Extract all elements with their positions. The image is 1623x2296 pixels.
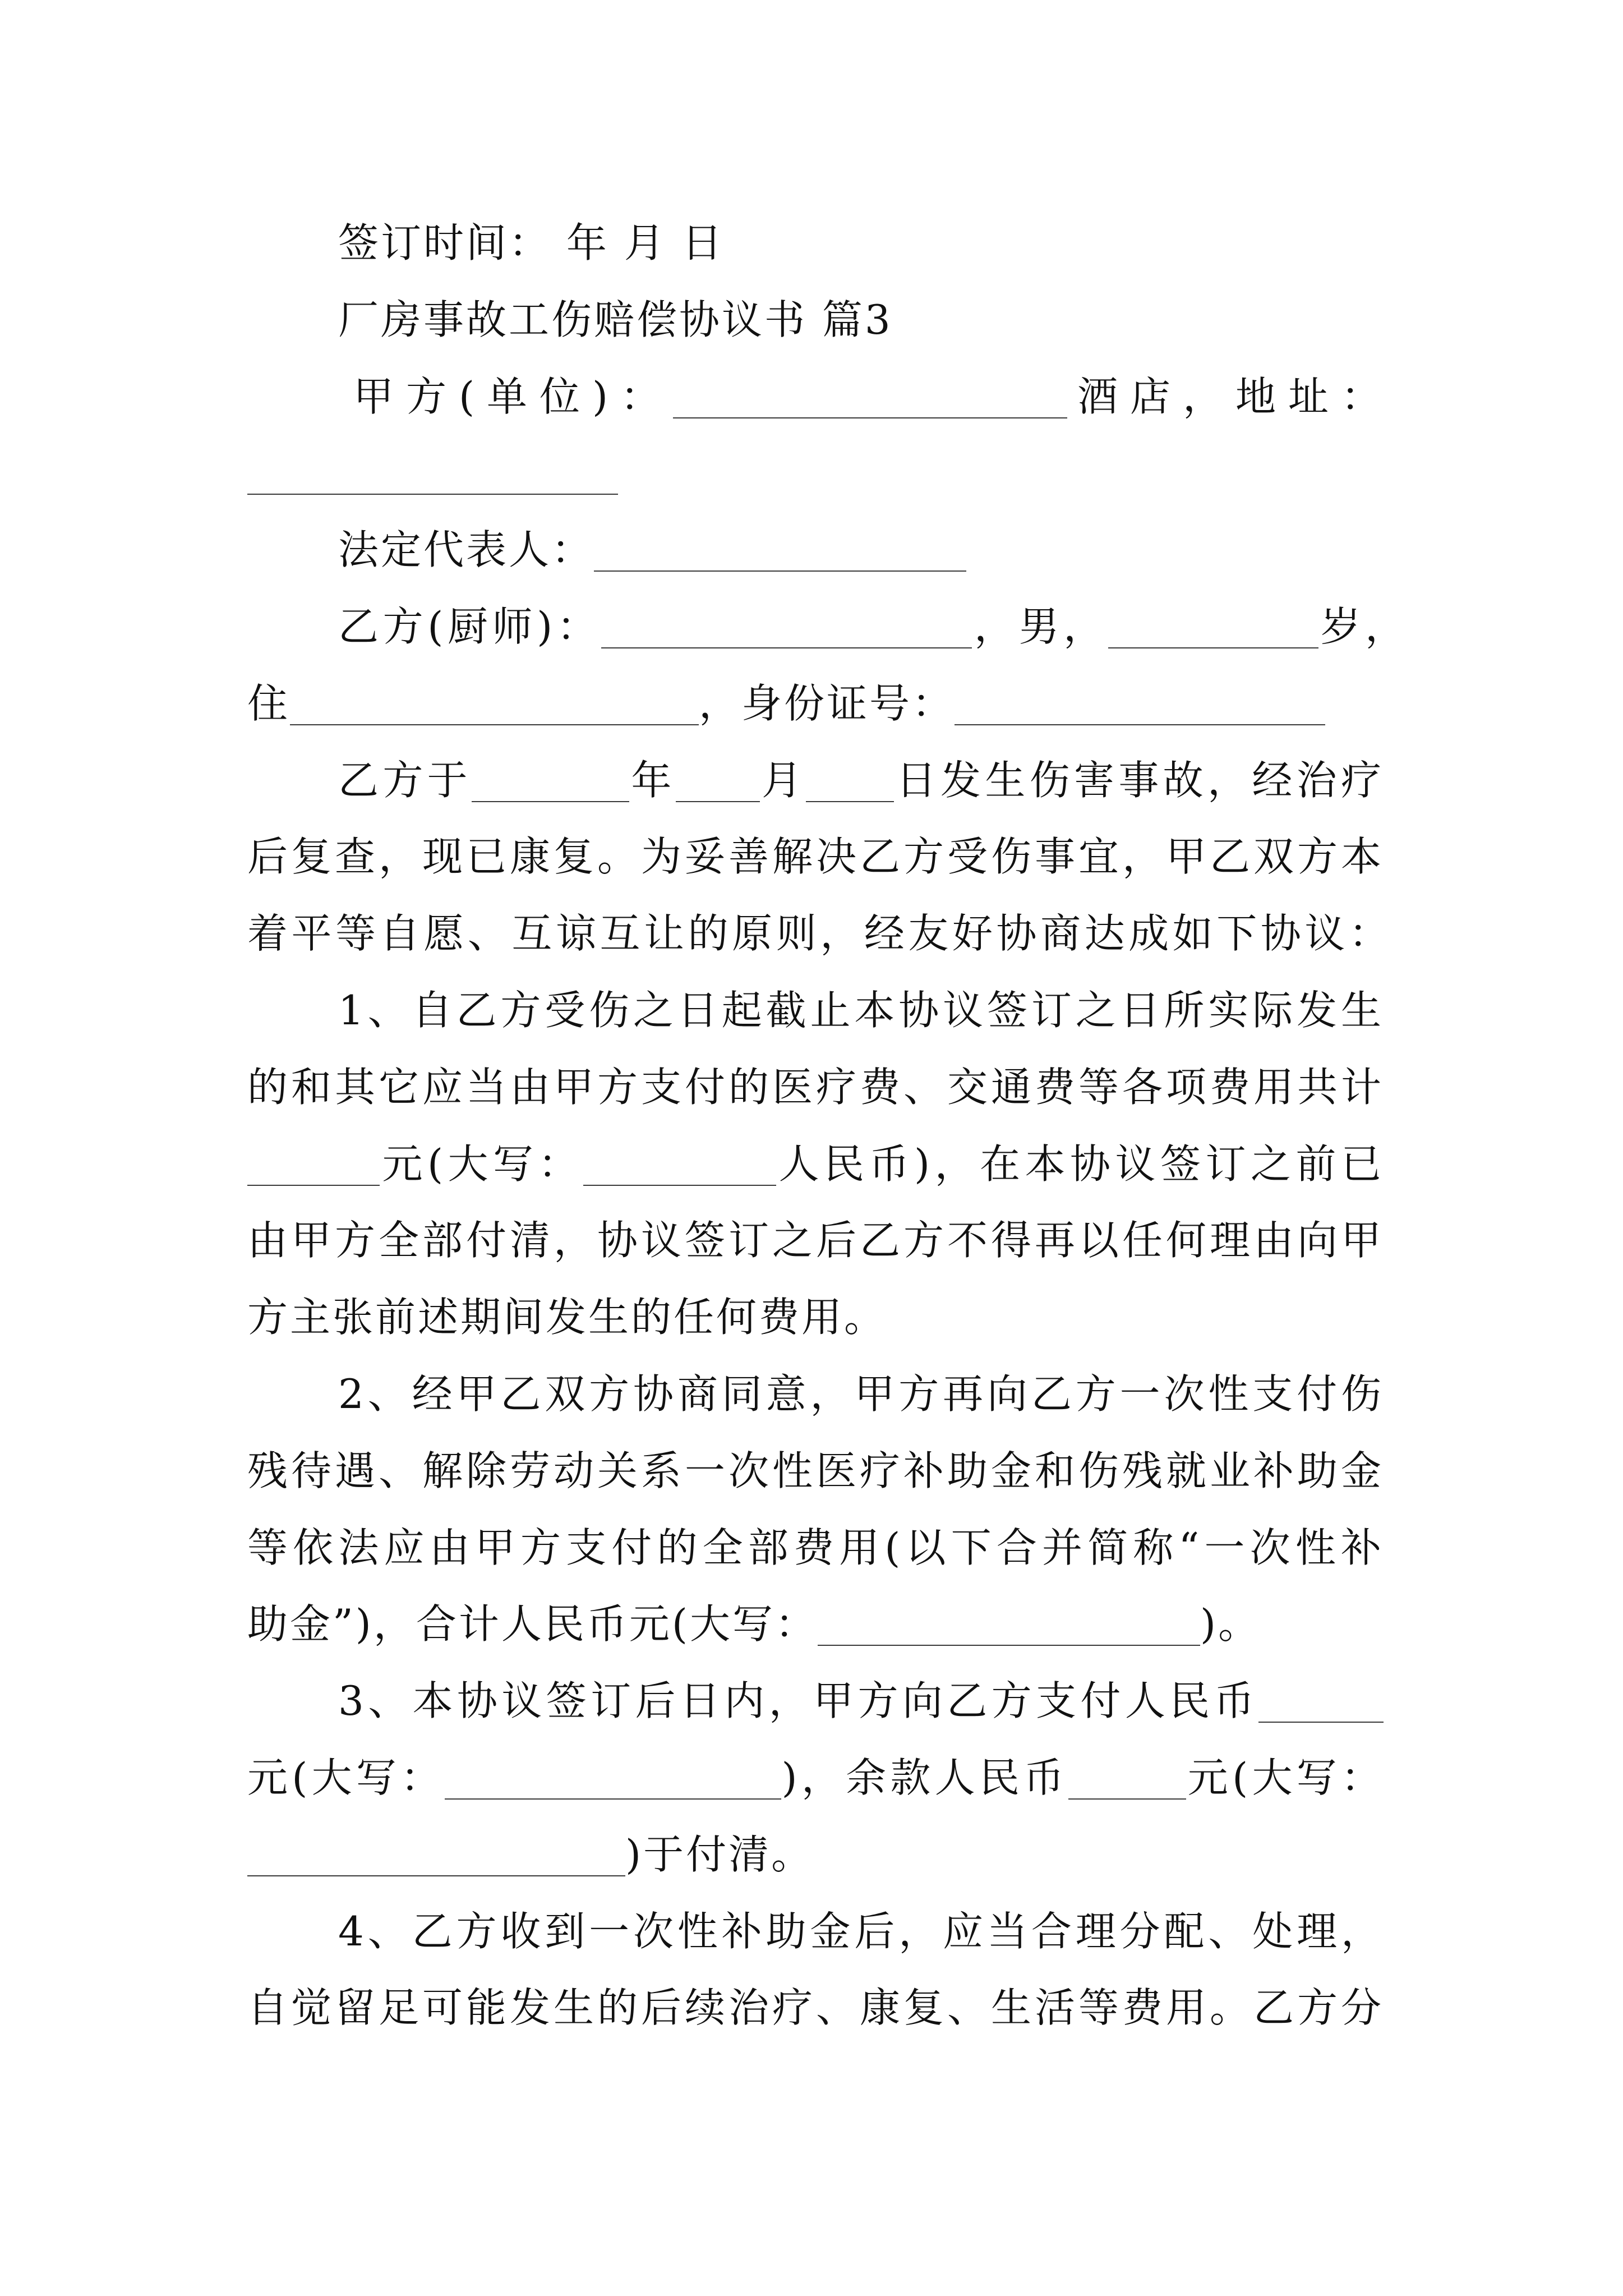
preamble-text: 着平等自愿、互谅互让的原则，经友好协商达成如下协议： (247, 910, 1391, 957)
clause-text: )。 (1200, 1600, 1261, 1648)
party-a-label: 甲方(单位)： (353, 373, 674, 420)
injury-month-blank (676, 801, 760, 802)
clause-3-line-3 (247, 1826, 1145, 1883)
party-b-id-label: ，身份证号： (699, 680, 955, 727)
preamble-date-suffix: 日发生伤害事故，经治疗 (894, 757, 1384, 804)
party-b-age-blank (1108, 647, 1318, 648)
clause-text: 元(大写： (380, 1140, 584, 1188)
preamble-text: 后复查，现已康复。为妥善解决乙方受伤事宜，甲乙双方本 (247, 833, 1384, 880)
party-a-suffix: 酒店，地址： (1067, 373, 1384, 420)
clause-4-line-2 (247, 1980, 1384, 2036)
document-title (338, 292, 1235, 348)
clause-3-line-2 (247, 1750, 1384, 1806)
title-text: 厂房事故工伤赔偿协议书 篇3 (338, 296, 893, 343)
clause-text: 1、自乙方受伤之日起截止本协议签订之日所实际发生 (338, 987, 1384, 1034)
clause-1-line-3 (247, 1136, 1384, 1192)
party-b-name-blank (601, 647, 972, 648)
first-payment-amount-blank (1258, 1722, 1384, 1723)
clause-4-line-1 (338, 1903, 1384, 1959)
party-b-gender: ，男， (972, 603, 1108, 650)
first-payment-words-blank (445, 1798, 781, 1800)
clause-1-line-1 (338, 982, 1384, 1038)
preamble-year: 年 (629, 757, 676, 804)
signing-date-text: 签订时间： 年 月 日 (338, 219, 725, 266)
clause-1-line-5 (247, 1289, 1384, 1345)
clause-text: 元(大写： (247, 1754, 445, 1801)
clause-text: 4、乙方收到一次性补助金后，应当合理分配、处理， (338, 1908, 1384, 1955)
party-a-address-line (247, 445, 808, 501)
clause-text: 3、本协议签订后日内，甲方向乙方支付人民币 (338, 1677, 1258, 1724)
clause-2-line-4 (247, 1596, 1481, 1652)
party-b-address-blank (290, 724, 699, 725)
preamble-line-1 (338, 752, 1384, 808)
party-b-age-suffix: 岁， (1318, 603, 1408, 650)
party-a-name-blank (673, 417, 1067, 418)
expense-amount-words-blank (583, 1185, 776, 1186)
clause-1-line-2 (247, 1059, 1384, 1115)
clause-text: )，余款人民币 (781, 1754, 1068, 1801)
clause-text: 助金”)，合计人民币元(大写： (247, 1600, 818, 1648)
balance-words-blank (247, 1875, 625, 1876)
clause-text: )于付清。 (625, 1831, 814, 1878)
clause-1-line-4 (247, 1212, 1384, 1268)
party-b-line (338, 599, 1408, 655)
preamble-line-2 (247, 829, 1384, 885)
clause-2-line-1 (338, 1366, 1384, 1422)
clause-text: 2、经甲乙双方协商同意，甲方再向乙方一次性支付伤 (338, 1370, 1384, 1418)
legal-representative-line (338, 522, 1235, 578)
clause-text: 人民币)，在本协议签订之前已 (776, 1140, 1384, 1188)
preamble-date-prefix: 乙方于 (338, 757, 472, 804)
clause-2-line-3 (247, 1520, 1384, 1576)
expense-amount-blank (247, 1185, 380, 1186)
legal-representative-label: 法定代表人： (338, 526, 594, 573)
party-b-address-label: 住 (247, 680, 291, 727)
party-a-address-blank (247, 494, 618, 495)
preamble-month: 月 (759, 757, 806, 804)
balance-amount-blank (1068, 1798, 1186, 1800)
party-b-id-blank (955, 724, 1325, 725)
party-b-address-line (247, 675, 1481, 731)
clause-text: 残待遇、解除劳动关系一次性医疗补助金和伤残就业补助金 (247, 1447, 1384, 1494)
preamble-line-3 (247, 905, 1391, 961)
clause-text: 的和其它应当由甲方支付的医疗费、交通费等各项费用共计 (247, 1064, 1384, 1111)
subsidy-total-words-blank (818, 1645, 1200, 1646)
clause-3-line-1 (338, 1673, 1384, 1729)
injury-year-blank (472, 801, 629, 802)
clause-text: 方主张前述期间发生的任何费用。 (247, 1294, 887, 1341)
clause-text: 元(大写： (1186, 1754, 1384, 1801)
clause-2-line-2 (247, 1443, 1384, 1499)
legal-representative-blank (594, 570, 966, 572)
clause-text: 自觉留足可能发生的后续治疗、康复、生活等费用。乙方分 (247, 1984, 1384, 2031)
party-a-line (353, 369, 1384, 425)
clause-text: 由甲方全部付清，协议签订之后乙方不得再以任何理由向甲 (247, 1217, 1384, 1264)
clause-text: 等依法应由甲方支付的全部费用(以下合并简称“一次性补 (247, 1524, 1384, 1571)
signing-date-line (338, 215, 1235, 271)
injury-day-blank (806, 801, 894, 802)
party-b-label: 乙方(厨师)： (338, 603, 602, 650)
